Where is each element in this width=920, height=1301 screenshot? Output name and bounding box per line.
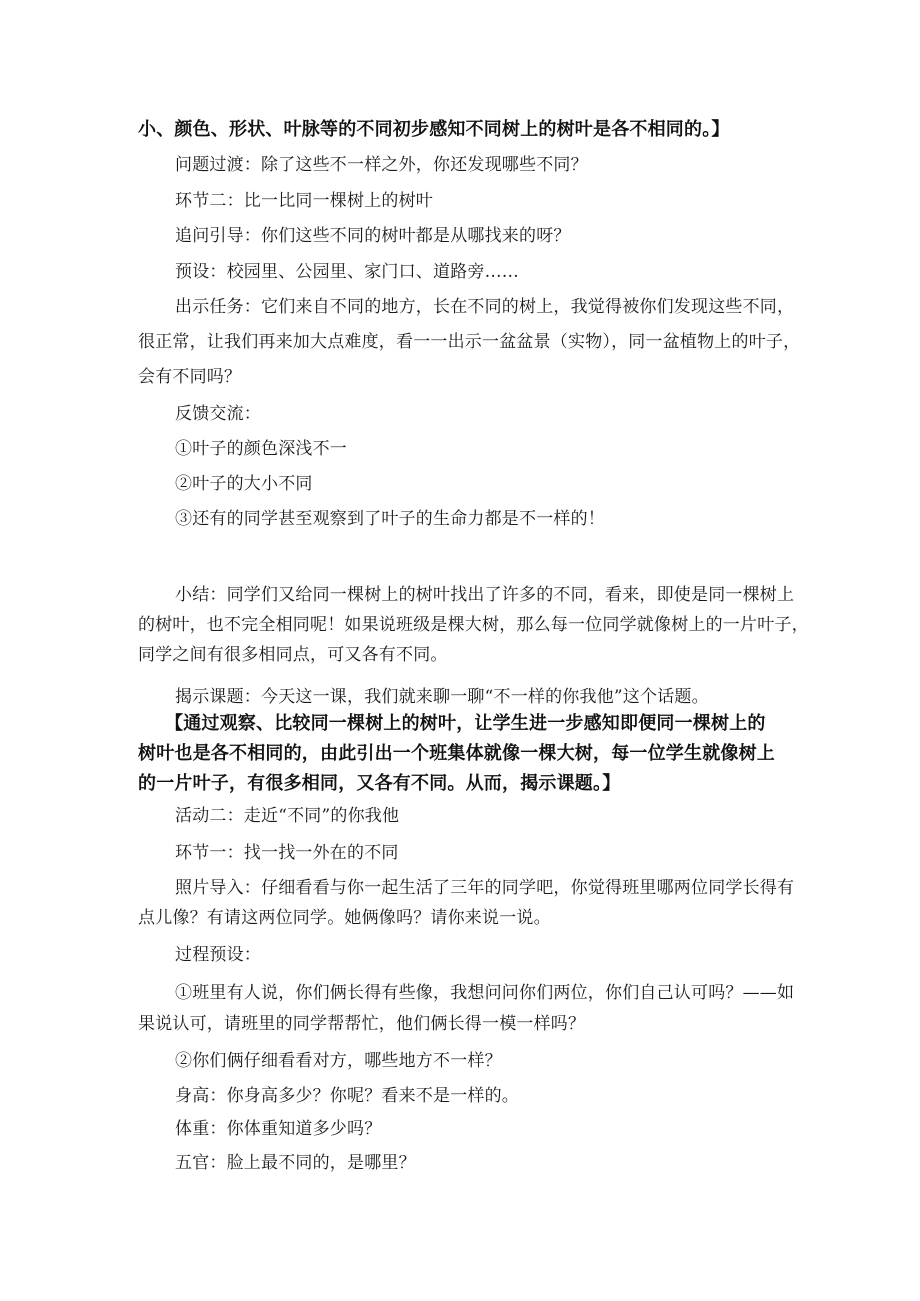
- text-line-13: 小结：同学们又给同一棵树上的树叶找出了许多的不同，看来，即使是同一棵树上: [175, 585, 795, 605]
- text-line-18: 树叶也是各不相同的，由此引出一个班集体就像一棵大树，每一位学生就像树上: [138, 743, 775, 764]
- text-line-28: 身高：你身高多少？你呢？看来不是一样的。: [175, 1086, 519, 1106]
- text-line-21: 环节一：找一找一外在的不同: [175, 843, 399, 863]
- text-line-4: 追问引导：你们这些不同的树叶都是从哪找来的呀？: [175, 226, 571, 246]
- text-line-2: 问题过渡：除了这些不一样之外，你还发现哪些不同？: [175, 155, 588, 175]
- text-line-22: 照片导入：仔细看看与你一起生活了三年的同学吧，你觉得班里哪两位同学长得有: [175, 878, 795, 898]
- text-line-29: 体重：你体重知道多少吗？: [175, 1119, 382, 1139]
- text-line-15: 同学之间有很多相同点，可又各有不同。: [138, 645, 448, 665]
- text-line-19: 的一片叶子，有很多相同，又各有不同。从而，揭示课题。】: [138, 773, 621, 794]
- text-line-11: ②叶子的大小不同: [175, 474, 313, 494]
- text-line-9: 反馈交流：: [175, 404, 261, 424]
- text-line-3: 环节二：比一比同一棵树上的树叶: [175, 191, 433, 211]
- text-line-30: 五官：脸上最不同的，是哪里？: [175, 1153, 416, 1173]
- text-line-8: 会有不同吗？: [138, 367, 242, 387]
- text-line-5: 预设：校园里、公园里、家门口、道路旁……: [175, 262, 519, 282]
- text-line-25: ①班里有人说，你们俩长得有些像，我想问问你们两位，你们自己认可吗？——如: [175, 983, 795, 1003]
- text-line-6: 出示任务：它们来自不同的地方，长在不同的树上，我觉得被你们发现这些不同，: [175, 297, 795, 317]
- text-line-1: 小、颜色、形状、叶脉等的不同初步感知不同树上的树叶是各不相同的。】: [138, 119, 730, 140]
- text-line-12: ③还有的同学甚至观察到了叶子的生命力都是不一样的！: [175, 509, 605, 529]
- text-line-20: 活动二：走近“不同”的你我他: [175, 806, 400, 826]
- text-line-17: 【通过观察、比较同一棵树上的树叶，让学生进一步感知即便同一棵树上的: [165, 713, 766, 734]
- text-line-26: 果说认可，请班里的同学帮帮忙，他们俩长得一模一样吗？: [138, 1014, 586, 1034]
- text-line-14: 的树叶，也不完全相同呢！如果说班级是棵大树，那么每一位同学就像树上的一片叶子，: [138, 615, 809, 635]
- text-line-16: 揭示课题：今天这一课，我们就来聊一聊“不一样的你我他”这个话题。: [175, 687, 709, 707]
- text-line-24: 过程预设：: [175, 945, 261, 965]
- text-line-23: 点儿像？有请这两位同学。她俩像吗？请你来说一说。: [138, 908, 551, 928]
- text-line-10: ①叶子的颜色深浅不一: [175, 439, 347, 459]
- text-line-7: 很正常，让我们再来加大点难度，看一一出示一盆盆景（实物），同一盆植物上的叶子，: [138, 332, 801, 352]
- text-line-27: ②你们俩仔细看看对方，哪些地方不一样？: [175, 1051, 502, 1071]
